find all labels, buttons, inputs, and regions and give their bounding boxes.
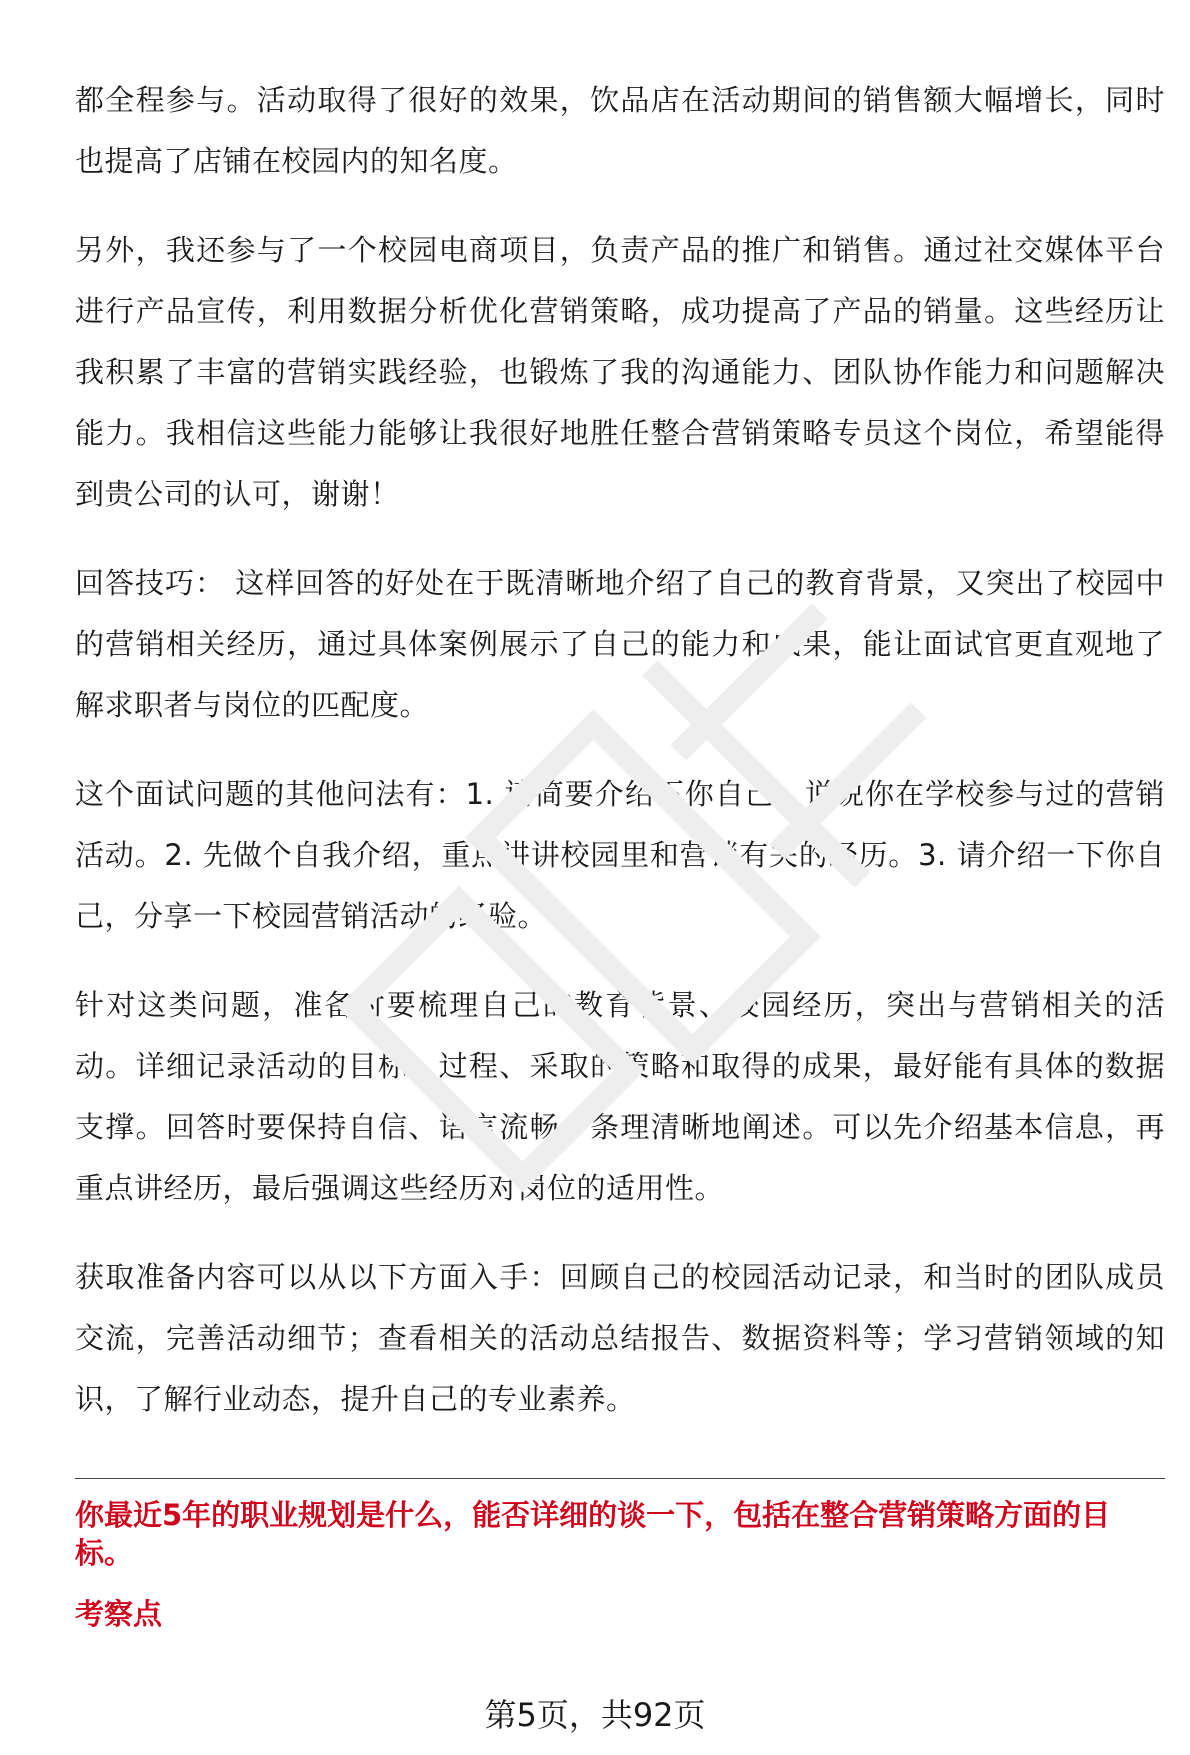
- assessment-points-heading: 考察点: [75, 1597, 163, 1631]
- paragraph-preparation-sources: 获取准备内容可以从以下方面入手：回顾自己的校园活动记录，和当时的团队成员交流，完善活动细节；查看相关的活动总结报告、数据资料等；学习营销领域的知识，了解行业动态，提升自己的专业素养。: [75, 1260, 1165, 1416]
- paragraph-answer-tips: 回答技巧： 这样回答的好处在于既清晰地介绍了自己的教育背景，又突出了校园中的营销相关经历，通过具体案例展示了自己的能力和成果，能让面试官更直观地了解求职者与岗位的匹配度。: [75, 566, 1165, 722]
- paragraph-ecommerce-experience: 另外，我还参与了一个校园电商项目，负责产品的推广和销售。通过社交媒体平台进行产品宣传，利用数据分析优化营销策略，成功提高了产品的销量。这些经历让我积累了丰富的营销实践经验，也锻炼了我的沟通能力、团队协作能力和问题解决能力。我相信这些能力能够让我很好地胜任整合营销策略专员这个岗位，希望能得到贵公司的认可，谢谢！: [75, 233, 1165, 511]
- paragraph-preparation-advice: 针对这类问题，准备时要梳理自己的教育背景、校园经历，突出与营销相关的活动。详细记录活动的目标、过程、采取的策略和取得的成果，最好能有具体的数据支撑。回答时要保持自信、语言流畅，条理清晰地阐述。可以先介绍基本信息，再重点讲经历，最后强调这些经历对岗位的适用性。: [75, 988, 1165, 1205]
- page-number: 第5页，共92页: [484, 1696, 706, 1734]
- paragraph-alternative-questions: 这个面试问题的其他问法有：1. 请简要介绍下你自己，说说你在学校参与过的营销活动。2. 先做个自我介绍，重点讲讲校园里和营销有关的经历。3. 请介绍一下你自己，分享一下校园营销活动的经验。: [75, 777, 1165, 933]
- document-body: [75, 70, 1165, 1458]
- next-question-heading: 你最近5年的职业规划是什么，能否详细的谈一下，包括在整合营销策略方面的目标。: [75, 1498, 1111, 1570]
- section-divider: [75, 1478, 1165, 1479]
- paragraph-activity-result: 都全程参与。活动取得了很好的效果，饮品店在活动期间的销售额大幅增长，同时也提高了店铺在校园内的知名度。: [75, 83, 1165, 178]
